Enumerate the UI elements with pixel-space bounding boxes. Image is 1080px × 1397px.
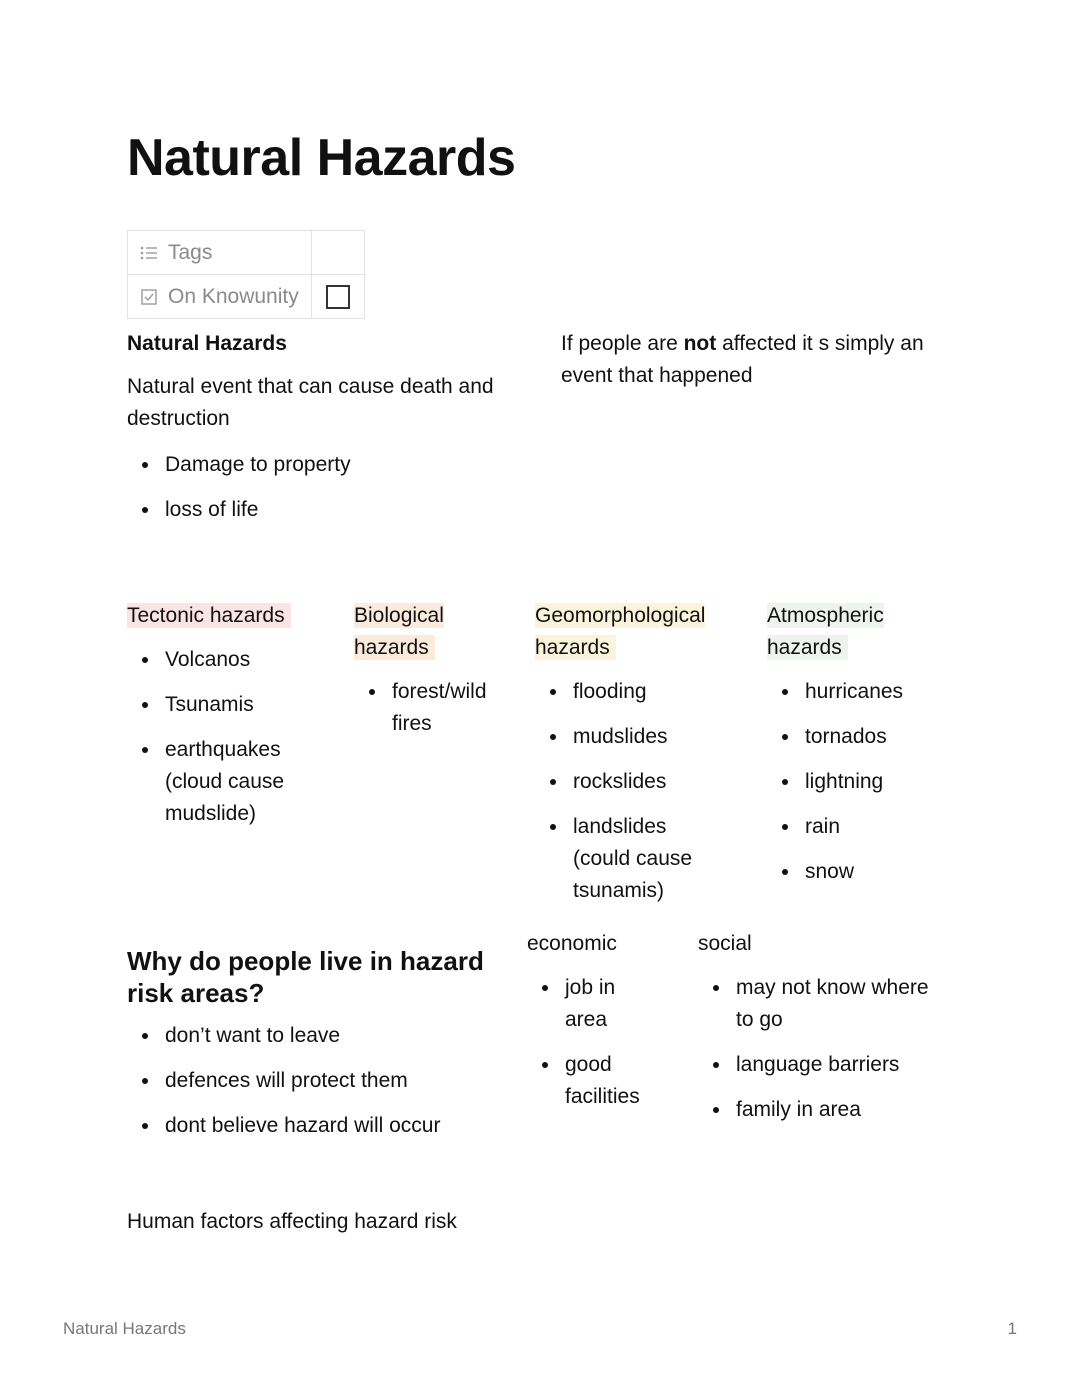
list-item: lightning: [767, 766, 947, 798]
list-item: tornados: [767, 721, 947, 753]
list-item: rockslides: [535, 766, 745, 798]
list-item: language barriers: [698, 1049, 948, 1081]
note-bold: not: [683, 332, 717, 355]
list-item: don’t want to leave: [127, 1020, 507, 1052]
list-item: loss of life: [127, 494, 527, 526]
list-item: dont believe hazard will occur: [127, 1110, 507, 1142]
footer-title: Natural Hazards: [63, 1319, 186, 1338]
note-post: affected it s simply an event that happened: [561, 332, 924, 387]
economic-label: economic: [527, 932, 617, 955]
social-label: social: [698, 932, 752, 955]
on-knowunity-checkbox[interactable]: [326, 285, 350, 309]
list-item: forest/wild fires: [354, 676, 502, 740]
category-list: [535, 676, 745, 907]
list-item: family in area: [698, 1094, 948, 1126]
economic-list: [527, 972, 677, 1113]
properties-table: [127, 230, 365, 319]
list-item: job in area: [527, 972, 645, 1036]
property-label: Tags: [168, 240, 213, 264]
category-list: [354, 676, 514, 740]
list-item: mudslides: [535, 721, 745, 753]
list-icon: [139, 243, 159, 263]
category-label: Atmospheric hazards: [767, 604, 884, 659]
list-item: landslides (could cause tsunamis): [535, 811, 713, 907]
why-heading: Why do people live in hazard risk areas?: [127, 946, 484, 1008]
category-geomorphological: [535, 600, 745, 920]
page-title: Natural Hazards: [127, 129, 516, 187]
list-item: snow: [767, 856, 947, 888]
list-item: good facilities: [527, 1049, 645, 1113]
list-item: Tsunamis: [127, 689, 327, 721]
category-label: Biological hazards: [354, 604, 444, 659]
definition-heading: Natural Hazards: [127, 332, 287, 355]
list-item: Volcanos: [127, 644, 327, 676]
list-item: earthquakes (cloud cause mudslide): [127, 734, 327, 830]
note-pre: If people are: [561, 332, 684, 355]
category-list: [127, 644, 327, 830]
social-section: [698, 928, 948, 1139]
property-row-on-knowunity: [128, 275, 365, 319]
property-label: On Knowunity: [168, 284, 299, 308]
tags-value[interactable]: [312, 231, 365, 275]
list-item: Damage to property: [127, 449, 527, 481]
on-knowunity-value[interactable]: [312, 275, 365, 319]
category-biological: [354, 600, 514, 753]
property-key[interactable]: [128, 275, 312, 319]
social-list: [698, 972, 948, 1126]
note-text: [561, 328, 951, 392]
checkbox-icon: [139, 287, 159, 307]
definition-text: Natural event that can cause death and destruction: [127, 375, 494, 430]
list-item: flooding: [535, 676, 745, 708]
property-key[interactable]: [128, 231, 312, 275]
category-tectonic: [127, 600, 327, 843]
category-atmospheric: [767, 600, 947, 901]
list-item: hurricanes: [767, 676, 947, 708]
list-item: defences will protect them: [127, 1065, 507, 1097]
category-list: [767, 676, 947, 888]
property-row-tags: [128, 231, 365, 275]
human-factors-text: Human factors affecting hazard risk: [127, 1210, 457, 1233]
economic-section: [527, 928, 677, 1126]
why-list: [127, 1020, 507, 1142]
definition-list: [127, 449, 527, 526]
category-label: Tectonic hazards: [127, 603, 291, 628]
list-item: may not know where to go: [698, 972, 941, 1036]
why-section: [127, 945, 507, 1155]
page-number: 1: [1007, 1319, 1017, 1338]
definition-section: [127, 328, 527, 539]
list-item: rain: [767, 811, 947, 843]
category-label: Geomorphological hazards: [535, 604, 706, 659]
